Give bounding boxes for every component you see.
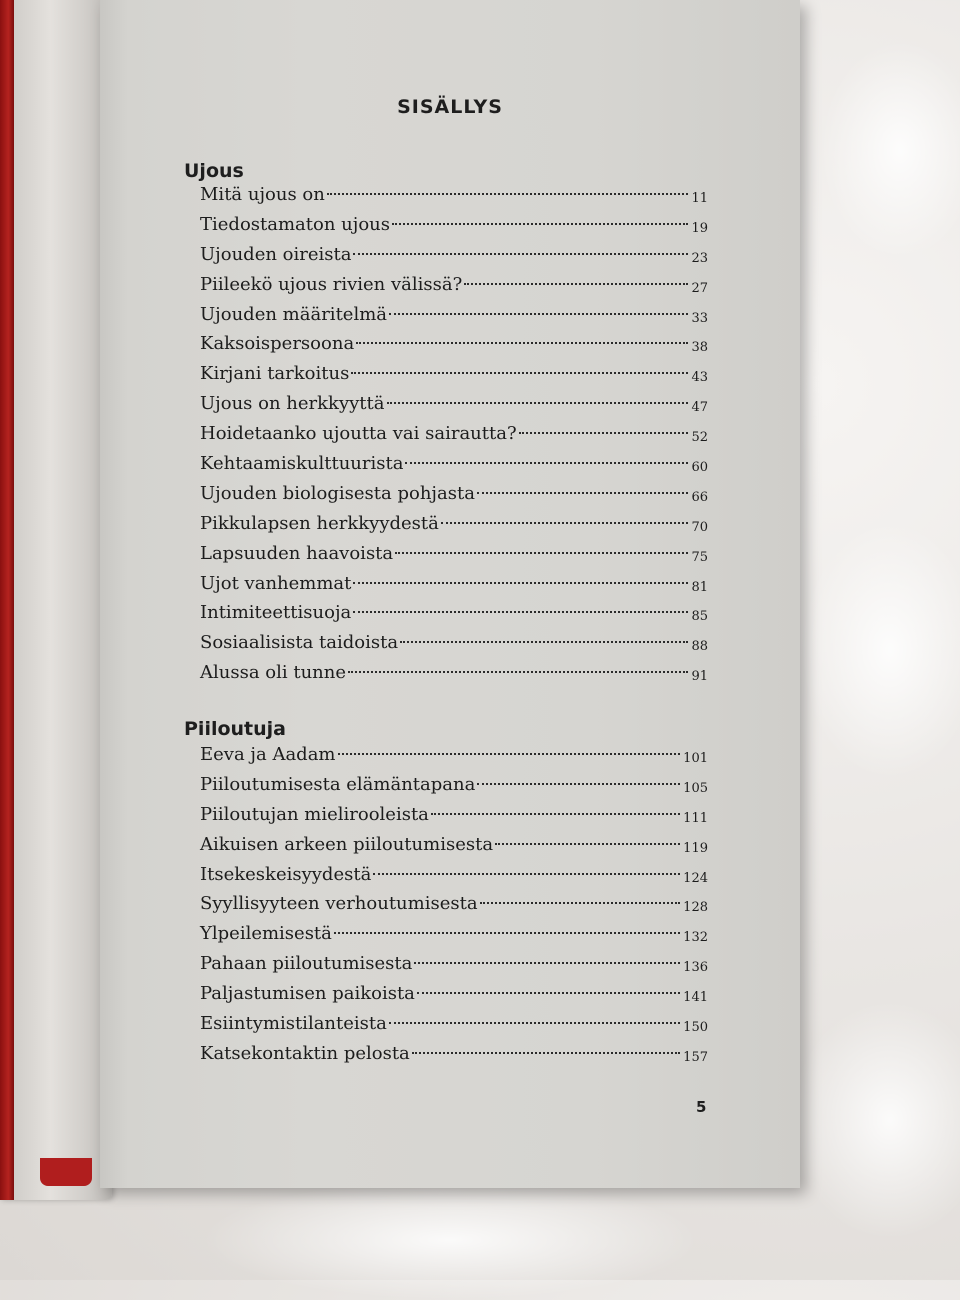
facing-page-edge xyxy=(0,0,112,1200)
toc-entry-page: 132 xyxy=(683,930,708,946)
toc-entry-title: Esiintymistilanteista xyxy=(200,1013,387,1035)
toc-entry xyxy=(200,804,708,834)
toc-entry xyxy=(200,244,708,274)
toc-entry-title: Sosiaalisista taidoista xyxy=(200,632,399,654)
toc-entry-title: Katsekontaktin pelosta xyxy=(200,1042,410,1064)
toc-entry-page: 141 xyxy=(683,990,708,1006)
toc-list-piiloutuja xyxy=(200,744,708,1073)
dot-leader xyxy=(395,552,688,554)
dot-leader xyxy=(389,313,688,315)
toc-entry xyxy=(200,744,708,774)
toc-entry xyxy=(200,602,708,632)
toc-entry xyxy=(200,774,708,804)
toc-entry-title: Pahaan piiloutumisesta xyxy=(200,953,413,975)
toc-entry-title: Ujouden biologisesta pohjasta xyxy=(200,482,475,504)
dot-leader xyxy=(327,193,689,195)
toc-entry-page: 128 xyxy=(683,900,708,916)
toc-entry xyxy=(200,363,708,393)
toc-list-ujous xyxy=(200,184,708,692)
dot-leader xyxy=(389,1022,680,1024)
toc-entry-title: Tiedostamaton ujous xyxy=(200,213,391,235)
toc-entry-page: 111 xyxy=(683,810,708,826)
fur-texture xyxy=(800,520,960,780)
toc-entry-title: Alussa oli tunne xyxy=(200,662,347,684)
toc-entry-page: 101 xyxy=(683,751,708,766)
toc-entry-title: Ujouden oireista xyxy=(200,243,352,265)
toc-entry-page: 47 xyxy=(691,400,708,416)
book-page xyxy=(100,0,800,1188)
dot-leader xyxy=(356,342,688,344)
dot-leader xyxy=(348,671,688,673)
book-cover-spine xyxy=(0,0,14,1200)
toc-entry-title: Kehtaamiskulttuurista xyxy=(200,453,404,475)
toc-entry xyxy=(200,543,708,573)
toc-entry-page: 11 xyxy=(691,191,708,206)
toc-entry-title: Kaksoispersoona xyxy=(200,333,355,355)
toc-entry-title: Hoidetaanko ujoutta vai sairautta? xyxy=(200,423,517,445)
toc-entry xyxy=(200,304,708,334)
dot-leader xyxy=(334,932,680,934)
toc-entry-page: 157 xyxy=(683,1049,708,1065)
toc-entry xyxy=(200,983,708,1013)
dot-leader xyxy=(353,253,688,255)
toc-entry-page: 85 xyxy=(691,609,708,625)
toc-entry xyxy=(200,573,708,603)
toc-entry-page: 43 xyxy=(691,370,708,386)
toc-entry-page: 60 xyxy=(691,460,708,476)
toc-entry-page: 66 xyxy=(691,489,708,505)
dot-leader xyxy=(431,813,680,815)
toc-entry xyxy=(200,632,708,662)
toc-entry-title: Paljastumisen paikoista xyxy=(200,983,415,1005)
toc-entry xyxy=(200,513,708,543)
toc-entry xyxy=(200,834,708,864)
dot-leader xyxy=(477,783,680,785)
toc-entry-title: Ylpeilemisestä xyxy=(200,923,332,945)
toc-entry xyxy=(200,393,708,423)
toc-entry-title: Ujous on herkkyyttä xyxy=(200,393,385,415)
dot-leader xyxy=(464,283,688,285)
page-title: SISÄLLYS xyxy=(397,96,503,118)
toc-entry-page: 70 xyxy=(691,519,708,535)
toc-entry-page: 105 xyxy=(683,780,708,796)
toc-entry-page: 136 xyxy=(683,960,708,976)
dot-leader xyxy=(519,432,689,434)
fur-texture xyxy=(820,40,960,260)
toc-entry xyxy=(200,184,708,214)
fur-texture xyxy=(200,1180,700,1300)
toc-entry-title: Kirjani tarkoitus xyxy=(200,363,350,385)
dot-leader xyxy=(412,1052,680,1054)
toc-entry-page: 150 xyxy=(683,1020,708,1036)
toc-entry xyxy=(200,953,708,983)
toc-entry-title: Ujot vanhemmat xyxy=(200,572,352,594)
toc-entry-title: Mitä ujous on xyxy=(200,184,325,205)
toc-entry xyxy=(200,864,708,894)
dot-leader xyxy=(417,992,680,994)
toc-entry xyxy=(200,1043,708,1073)
toc-entry-title: Piileekö ujous rivien välissä? xyxy=(200,273,463,295)
section-title-ujous: Ujous xyxy=(184,160,244,182)
toc-entry xyxy=(200,214,708,244)
dot-leader xyxy=(414,962,680,964)
toc-entry-title: Lapsuuden haavoista xyxy=(200,542,394,564)
toc-entry-page: 88 xyxy=(691,639,708,655)
toc-entry-title: Syyllisyyteen verhoutumisesta xyxy=(200,893,478,915)
dot-leader xyxy=(338,753,681,755)
toc-entry xyxy=(200,1013,708,1043)
toc-entry xyxy=(200,274,708,304)
toc-entry xyxy=(200,333,708,363)
dot-leader xyxy=(441,522,689,524)
toc-entry-title: Aikuisen arkeen piiloutumisesta xyxy=(200,833,494,855)
toc-entry-title: Piiloutujan mielirooleista xyxy=(200,803,429,825)
toc-entry-page: 75 xyxy=(691,549,708,565)
toc-entry xyxy=(200,423,708,453)
toc-entry-title: Piiloutumisesta elämäntapana xyxy=(200,773,476,795)
fur-texture xyxy=(790,1000,960,1240)
toc-entry-page: 119 xyxy=(683,840,708,856)
dot-leader xyxy=(351,372,688,374)
dot-leader xyxy=(495,843,680,845)
toc-entry-title: Itsekeskeisyydestä xyxy=(200,863,372,885)
toc-entry xyxy=(200,483,708,513)
dot-leader xyxy=(373,873,680,875)
toc-entry xyxy=(200,923,708,953)
dot-leader xyxy=(405,462,688,464)
section-title-piiloutuja: Piiloutuja xyxy=(184,718,286,740)
dot-leader xyxy=(480,902,681,904)
toc-entry-page: 81 xyxy=(691,579,708,595)
dot-leader xyxy=(387,402,689,404)
toc-entry-page: 124 xyxy=(683,870,708,886)
book-cover-corner xyxy=(40,1158,92,1186)
toc-entry xyxy=(200,662,708,692)
toc-entry-page: 38 xyxy=(691,340,708,356)
toc-entry-page: 33 xyxy=(691,310,708,326)
toc-entry-page: 23 xyxy=(691,250,708,266)
dot-leader xyxy=(477,492,689,494)
toc-entry-title: Ujouden määritelmä xyxy=(200,303,388,325)
toc-entry-page: 19 xyxy=(691,220,708,236)
toc-entry-page: 91 xyxy=(691,669,708,685)
toc-entry-page: 27 xyxy=(691,280,708,296)
dot-leader xyxy=(353,582,688,584)
dot-leader xyxy=(392,223,688,225)
toc-entry-title: Intimiteettisuoja xyxy=(200,602,352,624)
dot-leader xyxy=(353,611,688,613)
toc-entry-title: Pikkulapsen herkkyydestä xyxy=(200,512,439,534)
page-number: 5 xyxy=(696,1098,707,1116)
dot-leader xyxy=(400,641,688,643)
toc-entry-title: Eeva ja Aadam xyxy=(200,744,336,765)
toc-entry xyxy=(200,453,708,483)
toc-entry-page: 52 xyxy=(691,430,708,446)
toc-entry xyxy=(200,893,708,923)
